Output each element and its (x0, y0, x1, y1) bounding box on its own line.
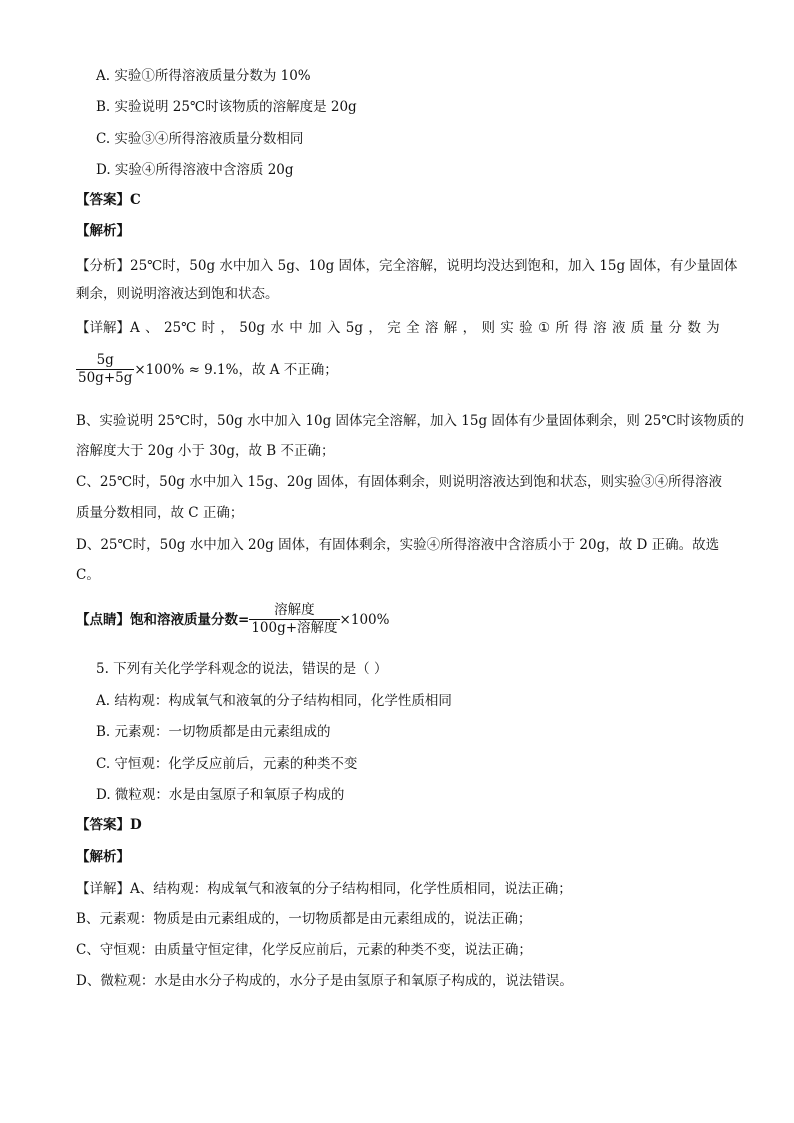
detail-word: ① (537, 320, 551, 336)
q4-detail-a-line-1 (76, 319, 720, 337)
detail-word: ， (220, 320, 234, 336)
q4-fenxi-line-1: 【分析】25℃时，50g 水中加入 5g、10g 固体，完全溶解，说明均没达到饱和，加入 15g 固体，有少量固体 (76, 258, 738, 274)
q5-option-c: C. 守恒观：化学反应前后，元素的种类不变 (96, 756, 358, 772)
detail-word: 所 (555, 320, 569, 336)
q5-detail-c: C、守恒观：由质量守恒定律，化学反应前后，元素的种类不变，说法正确； (76, 942, 532, 958)
detail-word: 时 (201, 320, 216, 336)
dianjing-prefix: 【点睛】饱和溶液质量分数= (76, 611, 250, 628)
detail-word: ， (368, 320, 382, 336)
q5-detail-a: 【详解】A、结构观：构成氧气和液氧的分子结构相同，化学性质相同，说法正确； (76, 881, 572, 897)
q4-option-b: B. 实验说明 25℃时该物质的溶解度是 20g (96, 99, 357, 115)
detail-word: 实 (500, 320, 514, 336)
q4-detail-d-line-2: C。 (76, 567, 100, 583)
q5-analysis-label: 【解析】 (76, 849, 130, 865)
fraction-denominator: 50g+5g (78, 370, 133, 386)
detail-word: 质 (630, 320, 645, 336)
q4-answer: 【答案】C (76, 192, 141, 208)
detail-word: 、 (145, 320, 159, 336)
q5-option-a: A. 结构观：构成氧气和液氧的分子结构相同，化学性质相同 (96, 693, 452, 709)
q4-detail-c-line-1: C、25℃时，50g 水中加入 15g、20g 固体，有固体剩余，则说明溶液达到饱和状态，则实验③④所得溶液 (76, 474, 722, 490)
q5-detail-b: B、元素观：物质是由元素组成的，一切物质都是由元素组成的，说法正确； (76, 911, 532, 927)
detail-word: 量 (649, 320, 664, 336)
fraction (76, 352, 134, 387)
detail-word: 分 (668, 320, 682, 336)
q4-dianjing (76, 602, 389, 637)
detail-word: 入 (326, 320, 341, 336)
detail-word: 为 (706, 320, 720, 336)
formula-tail: ×100% (339, 611, 390, 628)
detail-word: 加 (308, 320, 322, 336)
detail-word: 25℃ (163, 320, 197, 336)
q5-answer: 【答案】D (76, 817, 142, 833)
q4-option-a: A. 实验①所得溶液质量分数为 10% (96, 68, 311, 84)
detail-word: 液 (611, 320, 626, 336)
detail-word: 中 (289, 320, 303, 336)
q4-detail-c-line-2: 质量分数相同，故 C 正确； (76, 505, 244, 521)
detail-word: 完 (387, 320, 401, 336)
fraction-numerator: 溶解度 (274, 602, 315, 618)
detail-word: 全 (406, 320, 420, 336)
q4-option-d: D. 实验④所得溶液中含溶质 20g (96, 162, 294, 178)
q4-option-c: C. 实验③④所得溶液质量分数相同 (96, 131, 304, 147)
q5-option-b: B. 元素观：一切物质都是由元素组成的 (96, 724, 331, 740)
q4-analysis-label: 【解析】 (76, 223, 130, 239)
q5-detail-d: D、微粒观：水是由水分子构成的，水分子是由氢原子和氧原子构成的，说法错误。 (76, 973, 573, 989)
fraction (249, 602, 339, 637)
q5-option-d: D. 微粒观：水是由氢原子和氧原子构成的 (96, 787, 345, 803)
detail-word: 水 (270, 320, 284, 336)
q5-stem: 5. 下列有关化学学科观念的说法，错误的是（ ） (96, 661, 388, 677)
detail-word: 数 (687, 320, 701, 336)
q4-detail-b-line-1: B、实验说明 25℃时，50g 水中加入 10g 固体完全溶解，加入 15g 固体有少量固体剩余，则 25℃时该物质的 (76, 413, 744, 429)
detail-word: 验 (519, 320, 533, 336)
detail-word: 得 (574, 320, 588, 336)
detail-word: 溶 (593, 320, 607, 336)
detail-word: 5g (345, 320, 364, 336)
detail-word: 【详解】A (76, 320, 140, 336)
fraction-numerator: 5g (96, 352, 114, 368)
detail-word: ， (462, 320, 477, 336)
q4-detail-b-line-2: 溶解度大于 20g 小于 30g，故 B 不正确； (76, 443, 335, 459)
detail-word: 解 (443, 320, 458, 336)
formula-tail: ×100% ≈ 9.1%，故 A 不正确； (134, 361, 338, 378)
detail-word: 50g (239, 320, 266, 336)
detail-word: 则 (481, 320, 495, 336)
q4-fenxi-line-2: 剩余，则说明溶液达到饱和状态。 (76, 286, 279, 302)
detail-word: 溶 (424, 320, 439, 336)
q4-detail-d-line-1: D、25℃时，50g 水中加入 20g 固体，有固体剩余，实验④所得溶液中含溶质小于 20g，故 D 正确。故选 (76, 537, 720, 553)
fraction-denominator: 100g+溶解度 (251, 620, 338, 636)
q4-detail-a-formula (76, 352, 338, 387)
